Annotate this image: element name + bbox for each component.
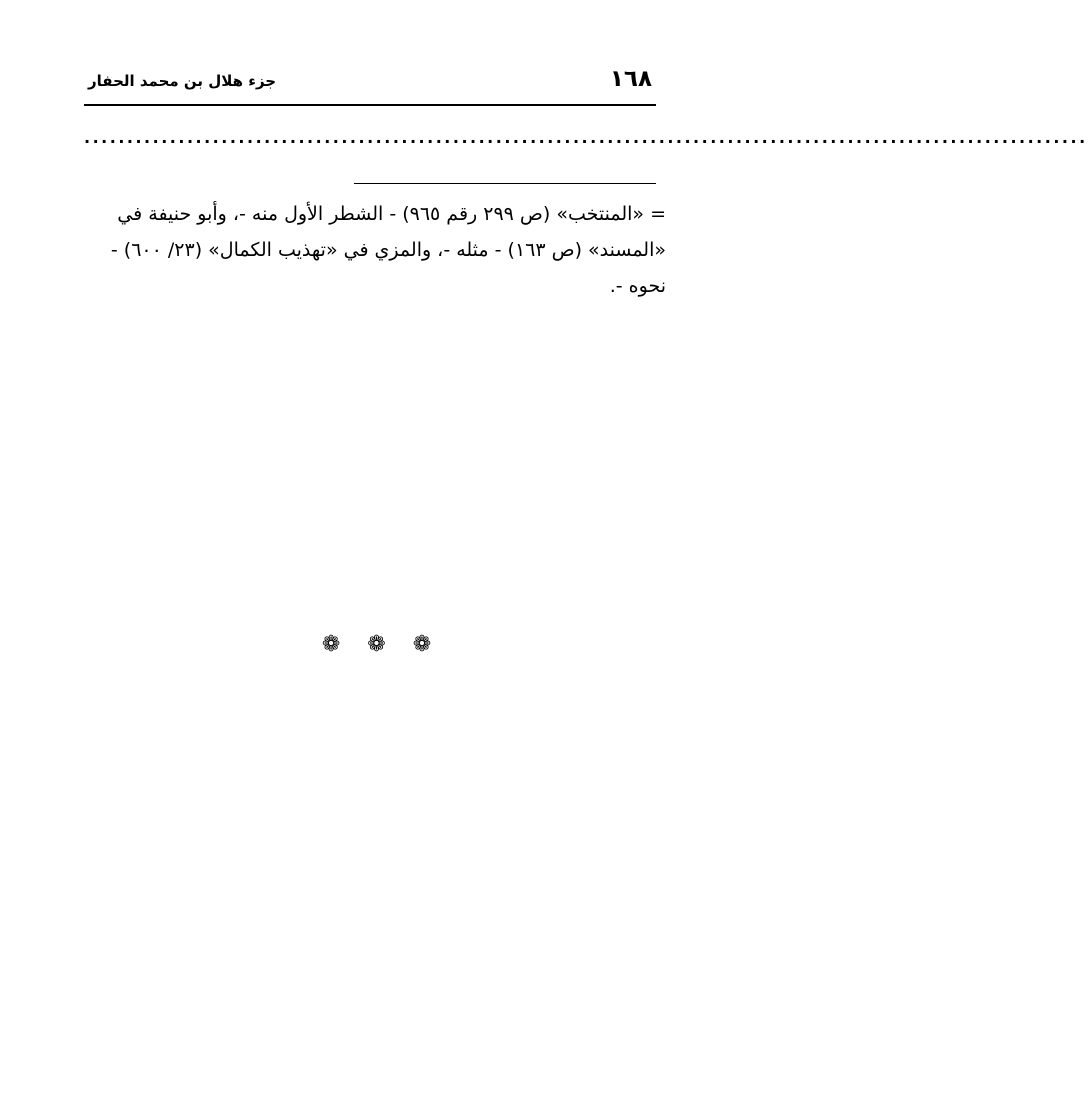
- footnote: [84, 196, 666, 304]
- footnote-line: = «المنتخب» (ص ٢٩٩ رقم ٩٦٥) - الشطر الأول منه -، وأبو حنيفة في: [117, 203, 666, 225]
- footnote-line: «المسند» (ص ١٦٣) - مثله -، والمزي في «تهذيب الكمال» (٢٣/ ٦٠٠) -: [110, 239, 666, 261]
- header-rule: [84, 104, 656, 106]
- page-header: [84, 64, 656, 104]
- running-title: جزء هلال بن محمد الحفار: [88, 72, 277, 90]
- elided-text-dots: .....................................................................................................................: [84, 128, 1088, 147]
- footnote-separator: [354, 183, 656, 184]
- footnote-line: نحوه -.: [609, 275, 666, 297]
- section-end-ornament: ❁ ❁ ❁: [321, 632, 442, 657]
- page-number: ١٦٨: [609, 66, 652, 92]
